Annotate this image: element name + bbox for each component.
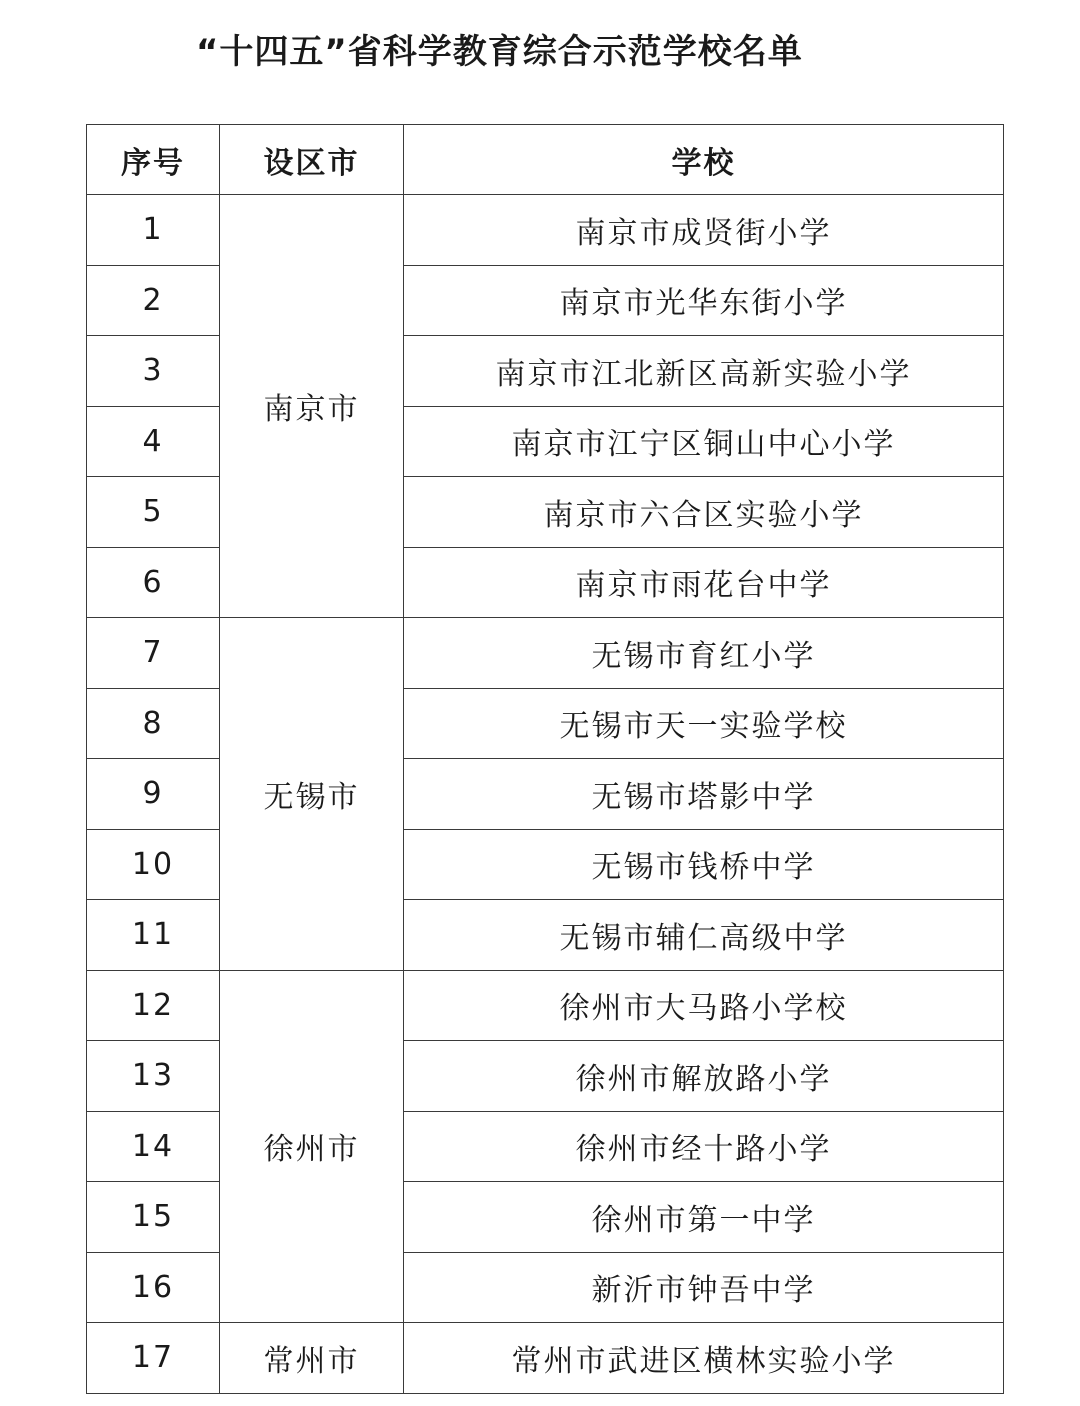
row-number: 2 — [87, 265, 220, 336]
school-name: 无锡市辅仁高级中学 — [404, 900, 1004, 971]
row-number: 5 — [87, 477, 220, 548]
row-number: 3 — [87, 336, 220, 407]
school-name: 南京市江宁区铜山中心小学 — [404, 406, 1004, 477]
school-name: 南京市六合区实验小学 — [404, 477, 1004, 548]
school-name: 徐州市解放路小学 — [404, 1041, 1004, 1112]
row-number: 13 — [87, 1041, 220, 1112]
table-row — [87, 1323, 1004, 1394]
city-cell: 南京市 — [220, 195, 404, 618]
school-name: 南京市雨花台中学 — [404, 547, 1004, 618]
row-number: 17 — [87, 1323, 220, 1394]
school-name: 南京市江北新区高新实验小学 — [404, 336, 1004, 407]
header-number: 序号 — [87, 125, 220, 195]
school-name: 徐州市大马路小学校 — [404, 970, 1004, 1041]
school-name: 无锡市钱桥中学 — [404, 829, 1004, 900]
row-number: 6 — [87, 547, 220, 618]
school-name: 徐州市第一中学 — [404, 1182, 1004, 1253]
row-number: 1 — [87, 195, 220, 266]
city-cell: 常州市 — [220, 1323, 404, 1394]
school-name: 无锡市育红小学 — [404, 618, 1004, 689]
city-cell: 无锡市 — [220, 618, 404, 971]
row-number: 10 — [87, 829, 220, 900]
table-row — [87, 618, 1004, 689]
school-name: 新沂市钟吾中学 — [404, 1252, 1004, 1323]
row-number: 7 — [87, 618, 220, 689]
school-name: 南京市光华东街小学 — [404, 265, 1004, 336]
row-number: 14 — [87, 1111, 220, 1182]
table-row — [87, 195, 1004, 266]
city-cell: 徐州市 — [220, 970, 404, 1323]
row-number: 9 — [87, 759, 220, 830]
school-name: 常州市武进区横林实验小学 — [404, 1323, 1004, 1394]
school-name: 无锡市塔影中学 — [404, 759, 1004, 830]
page-title: “十四五”省科学教育综合示范学校名单 — [196, 32, 803, 72]
table-header-row — [87, 125, 1004, 195]
school-list-table — [86, 124, 1004, 1394]
school-name: 无锡市天一实验学校 — [404, 688, 1004, 759]
row-number: 11 — [87, 900, 220, 971]
header-city: 设区市 — [220, 125, 404, 195]
row-number: 8 — [87, 688, 220, 759]
table-row — [87, 970, 1004, 1041]
row-number: 16 — [87, 1252, 220, 1323]
row-number: 15 — [87, 1182, 220, 1253]
row-number: 12 — [87, 970, 220, 1041]
school-name: 徐州市经十路小学 — [404, 1111, 1004, 1182]
row-number: 4 — [87, 406, 220, 477]
header-school: 学校 — [404, 125, 1004, 195]
school-name: 南京市成贤街小学 — [404, 195, 1004, 266]
